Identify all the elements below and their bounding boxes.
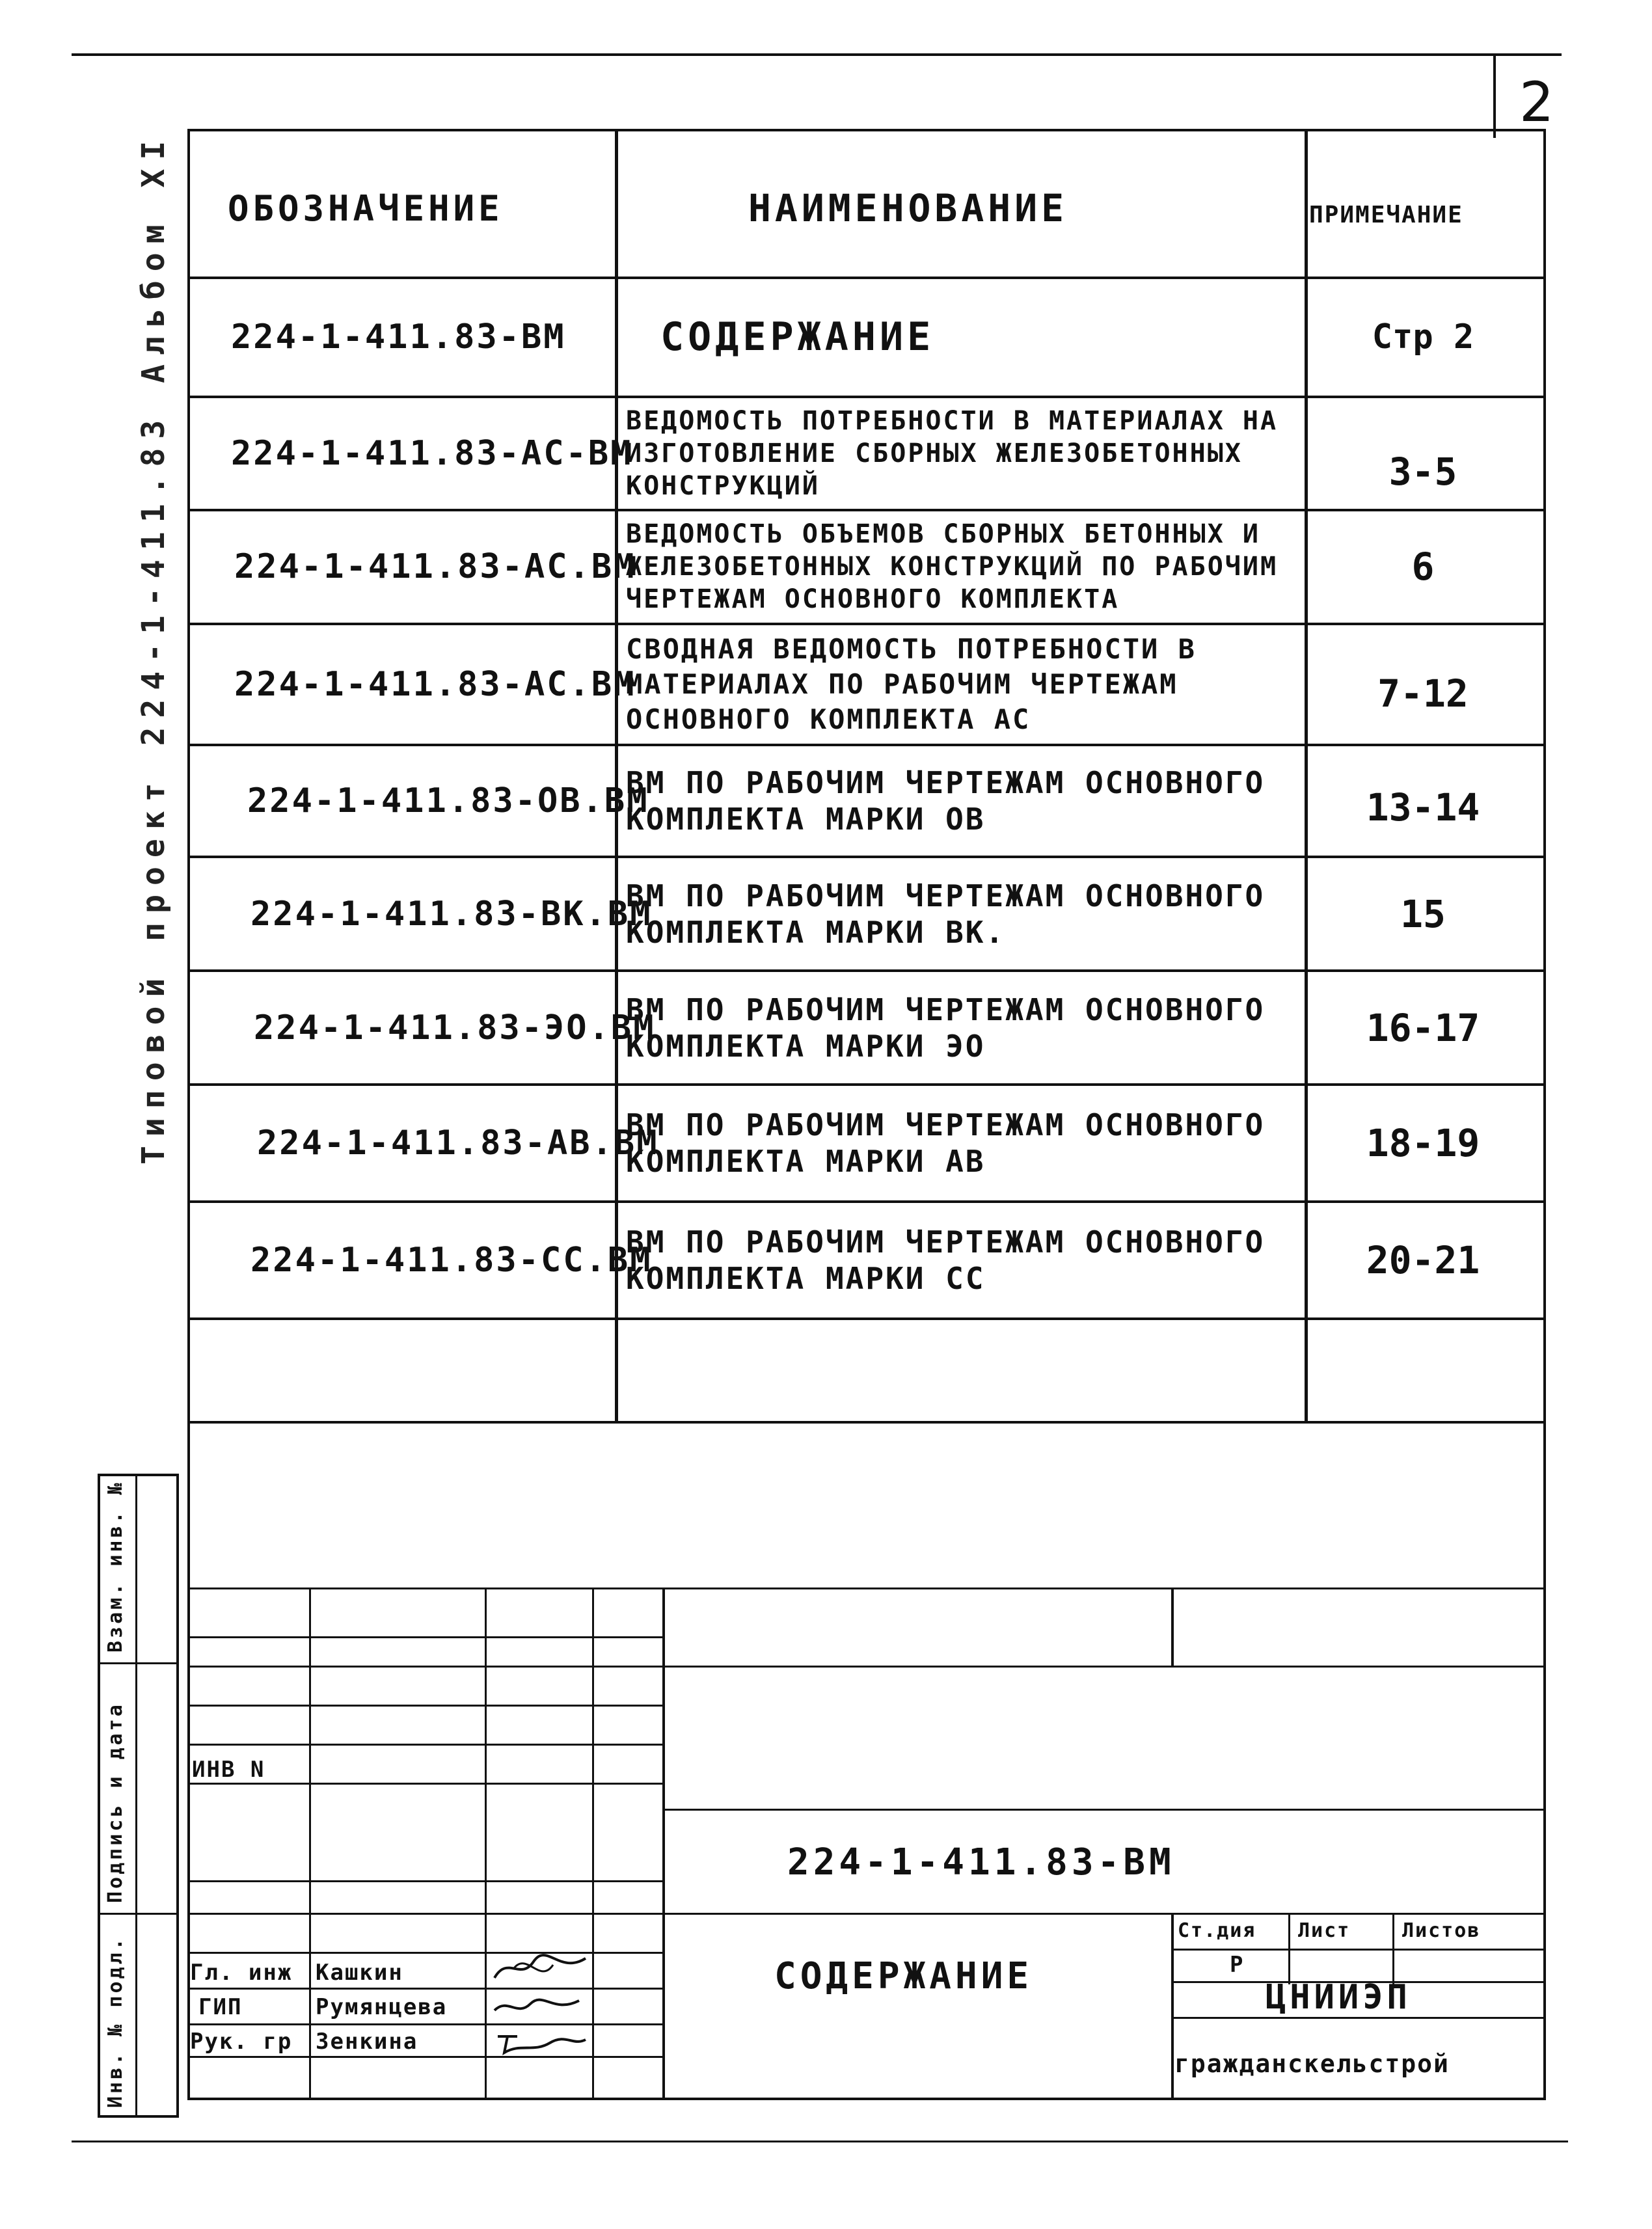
row-6-note: 15 bbox=[1400, 891, 1446, 936]
page-number-divider bbox=[1493, 53, 1496, 138]
side-label: Типовой проект 224-1-411.83 Альбом XI bbox=[135, 131, 172, 1165]
tb-hline bbox=[187, 1705, 662, 1707]
tb-vline bbox=[662, 1587, 665, 2100]
row-7-name: ВМ ПО РАБОЧИМ ЧЕРТЕЖАМ ОСНОВНОГО КОМПЛЕКТА МАРКИ ЭО bbox=[626, 992, 1266, 1064]
row-1-code: 224-1-411.83-ВМ bbox=[231, 317, 566, 357]
tb-hline bbox=[187, 1587, 1546, 1589]
row-1-name: СОДЕРЖАНИЕ bbox=[660, 314, 935, 360]
page-number: 2 bbox=[1519, 70, 1554, 134]
row-3-note: 6 bbox=[1411, 545, 1435, 589]
signature-3 bbox=[488, 2023, 592, 2059]
row-2-note: 3-5 bbox=[1388, 450, 1457, 494]
row-5-name: ВМ ПО РАБОЧИМ ЧЕРТЕЖАМ ОСНОВНОГО КОМПЛЕКТА МАРКИ ОВ bbox=[626, 765, 1266, 837]
row-4-name: СВОДНАЯ ВЕДОМОСТЬ ПОТРЕБНОСТИ В МАТЕРИАЛАХ ПО РАБОЧИМ ЧЕРТЕЖАМ ОСНОВНОГО КОМПЛЕКТА АС bbox=[626, 633, 1197, 735]
document-title: СОДЕРЖАНИЕ bbox=[774, 1955, 1033, 1997]
tb-hline bbox=[187, 1783, 662, 1785]
tb-vline bbox=[1171, 1587, 1174, 1666]
row-9-note: 20-21 bbox=[1366, 1238, 1480, 1282]
tb-hline bbox=[187, 1880, 662, 1882]
signer-name: Зенкина bbox=[316, 2029, 418, 2055]
row-divider bbox=[187, 1317, 1546, 1320]
row-5-note: 13-14 bbox=[1366, 785, 1480, 830]
tb-vline bbox=[1392, 1913, 1394, 1984]
row-9-name: ВМ ПО РАБОЧИМ ЧЕРТЕЖАМ ОСНОВНОГО КОМПЛЕКТА МАРКИ СС bbox=[626, 1224, 1266, 1296]
signer-name: Кашкин bbox=[316, 1960, 403, 1986]
tb-hline bbox=[1171, 1949, 1546, 1951]
tb-hline bbox=[187, 1636, 662, 1638]
row-8-note: 18-19 bbox=[1366, 1121, 1480, 1165]
row-8-code: 224-1-411.83-АВ.ВМ bbox=[257, 1124, 659, 1163]
row-5-code: 224-1-411.83-ОВ.ВМ bbox=[247, 781, 649, 820]
strip-signature-date: Подпись и дата bbox=[104, 1702, 127, 1903]
header-name: НАИМЕНОВАНИЕ bbox=[748, 186, 1068, 230]
stage-value: Р bbox=[1230, 1952, 1245, 1978]
left-strip-mid bbox=[135, 1474, 137, 2118]
row-7-note: 16-17 bbox=[1366, 1005, 1480, 1050]
row-9-code: 224-1-411.83-СС.ВМ bbox=[251, 1241, 653, 1280]
strip-inv-original: Инв. № подл. bbox=[104, 1936, 127, 2108]
organization-line2: гражданскельстрой bbox=[1174, 2049, 1450, 2078]
row-divider bbox=[187, 277, 1546, 279]
sheet-label: Лист bbox=[1298, 1919, 1351, 1942]
row-8-name: ВМ ПО РАБОЧИМ ЧЕРТЕЖАМ ОСНОВНОГО КОМПЛЕКТА МАРКИ АВ bbox=[626, 1107, 1266, 1179]
row-6-code: 224-1-411.83-ВК.ВМ bbox=[251, 894, 653, 934]
bottom-border-line bbox=[72, 2141, 1568, 2142]
tb-hline bbox=[187, 1913, 1546, 1915]
signer-role: Гл. инж bbox=[190, 1960, 293, 1986]
inv-no-label: ИНВ N bbox=[192, 1757, 265, 1783]
signature-1 bbox=[488, 1949, 592, 1988]
row-2-code: 224-1-411.83-АС-ВМ bbox=[231, 434, 633, 473]
tb-vline bbox=[592, 1587, 594, 2100]
strip-replaces: Взам. инв. № bbox=[104, 1480, 127, 1653]
header-designation: ОБОЗНАЧЕНИЕ bbox=[228, 187, 504, 229]
left-strip-divider bbox=[98, 1662, 179, 1664]
header-note: ПРИМЕЧАНИЕ bbox=[1309, 201, 1463, 228]
stage-label: Ст.дия bbox=[1178, 1919, 1256, 1942]
row-3-name: ВЕДОМОСТЬ ОБЪЕМОВ СБОРНЫХ БЕТОННЫХ И ЖЕЛЕЗОБЕТОННЫХ КОНСТРУКЦИЙ ПО РАБОЧИМ ЧЕРТЕЖАМ ОСНОВНОГО КОМПЛЕКТА bbox=[626, 519, 1279, 614]
signature-2 bbox=[488, 1988, 592, 2023]
tb-hline bbox=[662, 1809, 1546, 1811]
row-4-code: 224-1-411.83-АС.ВМ bbox=[234, 665, 636, 704]
col-divider-2 bbox=[1305, 129, 1308, 1424]
row-3-code: 224-1-411.83-АС.ВМ bbox=[234, 547, 636, 586]
tb-vline bbox=[485, 1587, 487, 2100]
tb-hline bbox=[1171, 2017, 1546, 2019]
signer-role: ГИП bbox=[198, 1994, 243, 2020]
organization-line1: ЦНИИЭП bbox=[1266, 1978, 1411, 2017]
tb-vline bbox=[309, 1587, 311, 2100]
row-1-note: Стр 2 bbox=[1372, 317, 1474, 357]
tb-hline bbox=[187, 1744, 662, 1746]
row-6-name: ВМ ПО РАБОЧИМ ЧЕРТЕЖАМ ОСНОВНОГО КОМПЛЕКТА МАРКИ ВК. bbox=[626, 878, 1266, 950]
row-2-name: ВЕДОМОСТЬ ПОТРЕБНОСТИ В МАТЕРИАЛАХ НА ИЗГОТОВЛЕНИЕ СБОРНЫХ ЖЕЛЕЗОБЕТОННЫХ КОНСТРУКЦИЙ bbox=[626, 406, 1279, 501]
row-7-code: 224-1-411.83-ЭО.ВМ bbox=[254, 1008, 656, 1047]
left-strip-divider bbox=[98, 1913, 179, 1915]
tb-hline bbox=[187, 1666, 1546, 1668]
row-4-note: 7-12 bbox=[1377, 671, 1469, 716]
sheets-label: Листов bbox=[1402, 1919, 1481, 1942]
tb-vline bbox=[1171, 1913, 1174, 2100]
tb-vline bbox=[1288, 1913, 1290, 1984]
doc-code: 224-1-411.83-ВМ bbox=[787, 1841, 1175, 1884]
top-border-line bbox=[72, 53, 1562, 56]
signer-role: Рук. гр bbox=[190, 2029, 293, 2055]
signer-name: Румянцева bbox=[316, 1994, 448, 2020]
